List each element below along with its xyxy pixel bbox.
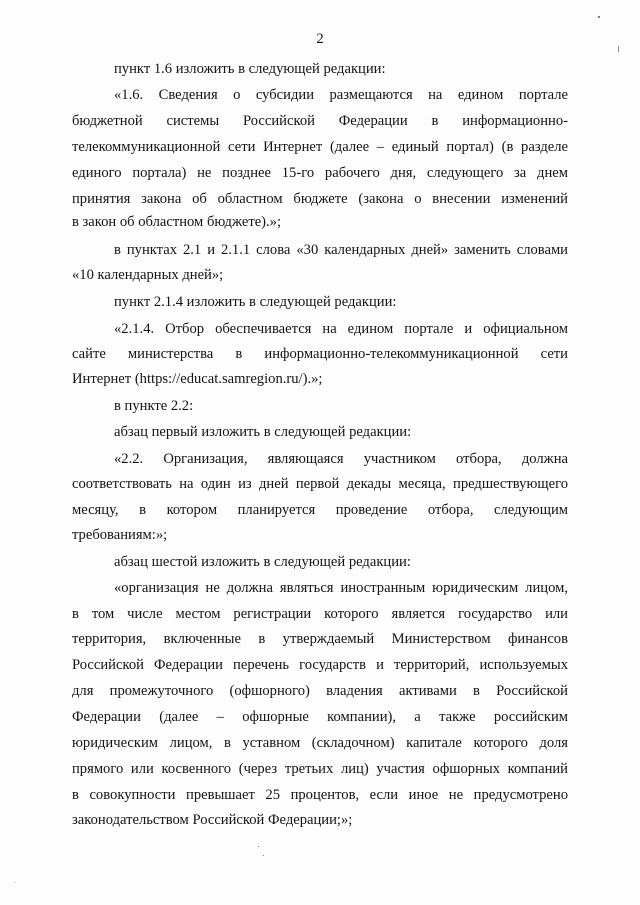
text-line: пункт 1.6 изложить в следующей редакции: [114,61,386,77]
scan-speck [14,882,15,883]
text-line: «10 календарных дней»; [72,267,224,283]
text-line: телекоммуникационной сети Интернет (далее – единый портал) (в разделе [72,139,568,155]
page-number: 2 [316,31,324,47]
text-line: «1.6. Сведения о субсидии размещаются на едином портале [114,87,568,103]
text-line: пункт 2.1.4 изложить в следующей редакции: [114,294,397,310]
text-line: соответствовать на один из дней первой декады месяца, предшествующего [72,476,568,492]
text-line: для промежуточного (офшорного) владения активами в Российской [72,683,568,699]
text-line: юридическим лицом, в уставном (складочном) капитале которого доля [72,735,568,751]
text-line: в закон об областном бюджете).»; [72,214,282,230]
text-line: в совокупности превышает 25 процентов, если иное не предусмотрено [72,787,568,803]
text-line: Российской Федерации перечень государств и территорий, используемых [72,657,568,673]
text-line: абзац шестой изложить в следующей редакции: [114,554,411,570]
text-line: требованиям:»; [72,527,168,543]
text-line: бюджетной системы Российской Федерации в информационно- [72,113,568,129]
text-line: абзац первый изложить в следующей редакции: [114,424,412,440]
scan-speck [263,855,264,856]
text-line: месяцу, в котором планируется проведение отбора, следующим [72,502,568,518]
text-line: прямого или косвенного (через третьих лиц) участия офшорных компаний [72,761,568,777]
text-line: единого портала) не позднее 15-го рабочего дня, следующего за днем [72,165,568,181]
text-line: «2.2. Организация, являющаяся участником отбора, должна [114,451,568,467]
text-line: в пункте 2.2: [114,398,194,414]
text-line: «организация не должна являться иностранным юридическим лицом, [114,580,568,596]
text-line: принятия закона об областном бюджете (закона о внесении изменений [72,191,568,207]
text-line: законодательством Российской Федерации;»; [72,812,353,828]
text-line: Интернет (https://educat.samregion.ru/).»; [72,371,323,387]
scan-speck [618,46,619,52]
text-line: территория, включенные в утверждаемый Министерством финансов [72,631,568,647]
text-line: «2.1.4. Отбор обеспечивается на едином портале и официальном [114,321,568,337]
text-line: Федерации (далее – офшорные компании), а также российским [72,709,568,725]
scan-speck [258,846,259,847]
text-line: в пунктах 2.1 и 2.1.1 слова «30 календарных дней» заменить словами [114,242,568,258]
text-line: в том числе местом регистрации которого является государство или [72,606,568,622]
text-line: сайте министерства в информационно-телекоммуникационной сети [72,346,568,362]
scan-speck [598,16,600,18]
